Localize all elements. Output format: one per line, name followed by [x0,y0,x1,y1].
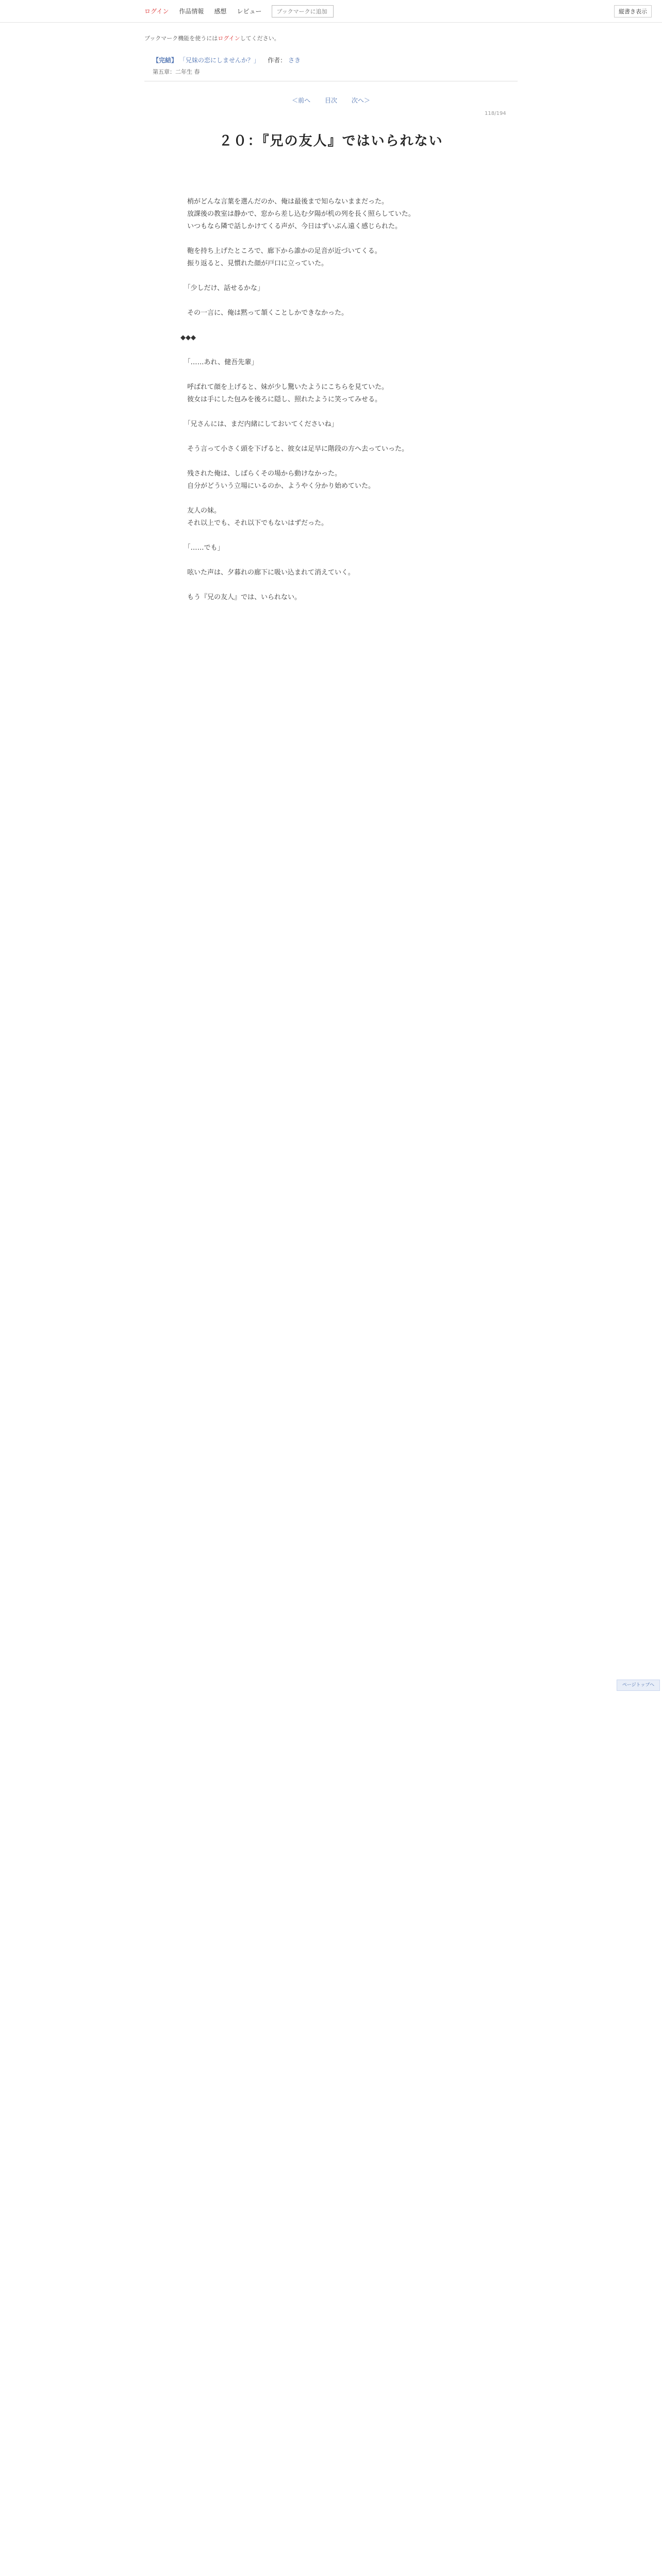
paragraph-gap [180,431,485,443]
body-paragraph: 呼ばれて顔を上げると、妹が少し驚いたようにこちらを見ていた。 [180,383,389,391]
series-header [144,50,518,81]
chapter-pager-top [0,96,662,105]
body-paragraph: もう『兄の友人』では、いられない。 [180,594,302,601]
chapter-title: ２０：『兄の友人』ではいられない [219,133,443,149]
paragraph-gap [180,319,485,332]
paragraph-gap [180,406,485,418]
chapter-body [180,196,485,604]
body-paragraph: 放課後の教室は静かで、窓から差し込む夕陽が机の列を長く照らしていた。 [180,210,415,218]
paragraph-gap [180,369,485,381]
series-title-link[interactable]: 「兄妹の恋にしませんか？」 [179,57,260,64]
body-paragraph: いつもなら隣で話しかけてくる声が、今日はずいぶん遠く感じられた。 [180,223,402,230]
paragraph-gap [180,493,485,505]
body-paragraph: その一言に、俺は黙って頷くことしかできなかった。 [180,309,349,317]
paragraph-gap [180,233,485,245]
body-paragraph: 呟いた声は、夕暮れの廊下に吸い込まれて消えていく。 [180,569,355,577]
status-badge: 【完結】 [153,57,178,64]
body-paragraph: 彼女は手にした包みを後ろに隠し、照れたように笑ってみせる。 [180,396,382,403]
paragraph-gap [180,579,485,591]
body-paragraph: 鞄を持ち上げたところで、廊下から誰かの足音が近づいてくる。 [180,247,382,255]
body-paragraph: ◆◆◆ [180,334,196,342]
works-info-link[interactable]: 作品情報 [179,8,204,15]
body-paragraph: 「少しだけ、話せるかな」 [180,284,264,292]
body-paragraph: 「……あれ、健吾先輩」 [180,359,258,366]
body-paragraph: 振り返ると、見慣れた顔が戸口に立っていた。 [180,260,328,267]
body-paragraph: 「兄さんには、まだ内緒にしておいてくださいね」 [180,420,338,428]
body-paragraph: 自分がどういう立場にいるのか、ようやく分かり始めていた。 [180,482,375,490]
paragraph-gap [180,344,485,357]
next-chapter-link[interactable]: 次へ＞ [351,97,370,104]
body-paragraph: それ以上でも、それ以下でもないはずだった。 [180,519,328,527]
prev-chapter-link[interactable]: ＜前へ [292,97,311,104]
author-link[interactable]: さき [288,57,301,64]
bookmark-add-button[interactable]: ブックマークに追加 [272,5,334,18]
chapter-group-title: 第五章：二年生 春 [153,69,200,75]
notice-login-link[interactable]: ログイン [218,35,240,42]
vertical-writing-toggle[interactable]: 縦書き表示 [614,5,652,18]
review-link[interactable]: レビュー [237,8,262,15]
notice-suffix: してください。 [240,35,280,42]
login-link[interactable]: ログイン [144,8,169,15]
notice-prefix: ブックマーク機能を使うには [144,35,218,42]
paragraph-gap [180,530,485,542]
paragraph-gap [180,295,485,307]
bookmark-login-notice [0,23,662,42]
episode-counter: 118/194 [485,111,506,116]
page-top-button[interactable]: ページトップへ [617,1680,660,1691]
body-paragraph: 友人の妹。 [180,507,221,515]
top-navigation-bar [0,0,662,23]
paragraph-gap [180,455,485,468]
body-paragraph: そう言って小さく頭を下げると、彼女は足早に階段の方へ去っていった。 [180,445,409,453]
impressions-link[interactable]: 感想 [214,8,227,15]
paragraph-gap [180,270,485,282]
body-paragraph: 「……でも」 [180,544,224,552]
body-paragraph: 残された俺は、しばらくその場から動けなかった。 [180,470,342,478]
body-paragraph: 梢がどんな言葉を選んだのか、俺は最後まで知らないままだった。 [180,198,389,206]
table-of-contents-link[interactable]: 目次 [324,97,337,104]
author-label: 作者： [268,57,287,64]
paragraph-gap [180,554,485,567]
